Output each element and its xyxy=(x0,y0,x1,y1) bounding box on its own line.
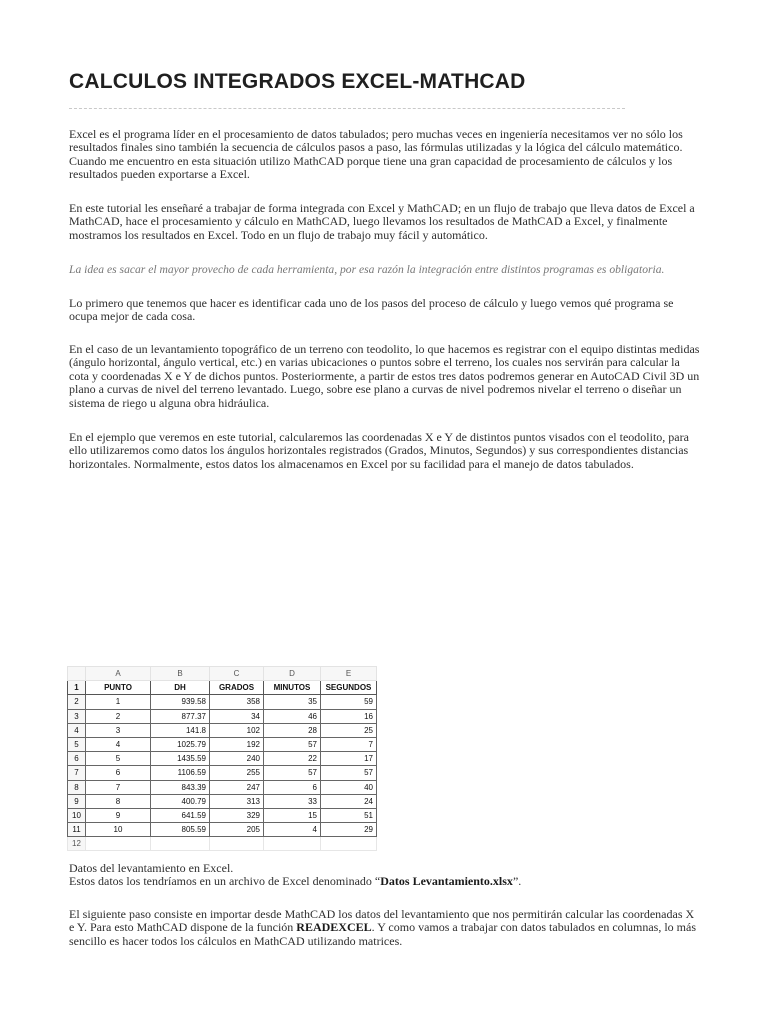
table-caption xyxy=(69,862,701,889)
column-letter: E xyxy=(321,667,377,681)
row-number: 3 xyxy=(68,709,86,723)
empty-cell xyxy=(86,837,151,851)
column-letter: C xyxy=(210,667,264,681)
table-cell: 7 xyxy=(86,780,151,794)
table-cell: 205 xyxy=(210,823,264,837)
table-cell: 17 xyxy=(321,752,377,766)
table-cell: 24 xyxy=(321,794,377,808)
table-cell: 641.59 xyxy=(151,808,210,822)
table-cell: 40 xyxy=(321,780,377,794)
table-cell: 16 xyxy=(321,709,377,723)
table-cell: 1 xyxy=(86,695,151,709)
table-cell: 46 xyxy=(264,709,321,723)
example-paragraph: En el ejemplo que veremos en este tutorial, calcularemos las coordenadas X e Y de distintos puntos visados con el teodolito, para ello utilizaremos como datos los ángulos horizontales registrados (Grados, Minutos, Segundos) y sus correspondientes distancias horizontales. Normalmente, estos datos los almacenamos en Excel por su facilidad para el manejo de datos tabulados. xyxy=(69,430,689,471)
table-cell: 57 xyxy=(264,737,321,751)
row-number: 12 xyxy=(68,837,86,851)
column-letter: D xyxy=(264,667,321,681)
row-number: 11 xyxy=(68,823,86,837)
table-row xyxy=(68,823,377,837)
column-letter-row xyxy=(68,667,377,681)
row-number: 7 xyxy=(68,766,86,780)
table-cell: 35 xyxy=(264,695,321,709)
table-cell: 358 xyxy=(210,695,264,709)
row-number: 5 xyxy=(68,737,86,751)
table-cell: 7 xyxy=(321,737,377,751)
readexcel-text-after: . Y como vamos a trabajar con datos tabulados en columnas, lo más sencillo es hacer todos los cálculos en MathCAD utilizando matrices. xyxy=(69,920,697,948)
table-cell: 4 xyxy=(264,823,321,837)
table-cell: 57 xyxy=(264,766,321,780)
table-row xyxy=(68,695,377,709)
table-row xyxy=(68,794,377,808)
table-cell: 329 xyxy=(210,808,264,822)
column-letter: B xyxy=(151,667,210,681)
header-cell: GRADOS xyxy=(210,681,264,695)
table-row xyxy=(68,709,377,723)
table-cell: 2 xyxy=(86,709,151,723)
table-cell: 6 xyxy=(86,766,151,780)
tutorial-paragraph: En este tutorial les enseñaré a trabajar de forma integrada con Excel y MathCAD; en un flujo de trabajo que lleva datos de Excel a MathCAD, hace el procesamiento y cálculo en MathCAD, luego llevamos los resultados de MathCAD a Excel, y finalmente mostramos los resultados en Excel. Todo en un flujo de trabajo muy fácil y automático. xyxy=(69,201,695,242)
table-cell: 3 xyxy=(86,723,151,737)
readexcel-function: READEXCEL xyxy=(296,920,372,935)
table-cell: 57 xyxy=(321,766,377,780)
table-cell: 59 xyxy=(321,695,377,709)
table-cell: 5 xyxy=(86,752,151,766)
table-cell: 247 xyxy=(210,780,264,794)
table-cell: 25 xyxy=(321,723,377,737)
table-cell: 4 xyxy=(86,737,151,751)
table-cell: 8 xyxy=(86,794,151,808)
table-cell: 192 xyxy=(210,737,264,751)
table-cell: 15 xyxy=(264,808,321,822)
row-number: 1 xyxy=(68,681,86,695)
table-cell: 1435.59 xyxy=(151,752,210,766)
table-cell: 34 xyxy=(210,709,264,723)
intro-paragraph: Excel es el programa líder en el procesamiento de datos tabulados; pero muchas veces en ingeniería necesitamos ver no sólo los resultados finales sino también la secuencia de cálculos pasos a paso, las fórmulas utilizadas y la lógica del cálculo matemático. Cuando me encuentro en esta situación utilizo MathCAD porque tiene una gran capacidad de procesamiento de cálculos y los resultados pueden exportarse a Excel. xyxy=(69,127,683,182)
table-row xyxy=(68,808,377,822)
table-row xyxy=(68,766,377,780)
survey-data-spreadsheet xyxy=(67,666,377,851)
empty-row xyxy=(68,837,377,851)
first-step-paragraph: Lo primero que tenemos que hacer es identificar cada uno de los pasos del proceso de cálculo y luego vemos qué programa se ocupa mejor de cada cosa. xyxy=(69,296,674,324)
header-cell: MINUTOS xyxy=(264,681,321,695)
table-cell: 400.79 xyxy=(151,794,210,808)
table-cell: 843.39 xyxy=(151,780,210,794)
table-cell: 313 xyxy=(210,794,264,808)
row-number: 4 xyxy=(68,723,86,737)
row-number: 8 xyxy=(68,780,86,794)
row-number: 6 xyxy=(68,752,86,766)
header-row xyxy=(68,681,377,695)
file-line-after: ”. xyxy=(512,874,522,889)
table-cell: 1025.79 xyxy=(151,737,210,751)
table-cell: 805.59 xyxy=(151,823,210,837)
caption-text: Datos del levantamiento en Excel. xyxy=(69,861,234,875)
file-line-before: Estos datos los tendríamos en un archivo de Excel denominado “ xyxy=(69,874,381,889)
table-row xyxy=(68,752,377,766)
readexcel-paragraph xyxy=(69,908,701,948)
table-cell: 255 xyxy=(210,766,264,780)
table-row xyxy=(68,780,377,794)
table-row xyxy=(68,723,377,737)
table-cell: 141.8 xyxy=(151,723,210,737)
table-cell: 1106.59 xyxy=(151,766,210,780)
empty-cell xyxy=(210,837,264,851)
corner-cell xyxy=(68,667,86,681)
table-row xyxy=(68,737,377,751)
header-cell: DH xyxy=(151,681,210,695)
header-cell: SEGUNDOS xyxy=(321,681,377,695)
column-letter: A xyxy=(86,667,151,681)
readexcel-text-before: El siguiente paso consiste en importar desde MathCAD los datos del levantamiento que nos permitirán calcular las coordenadas X e Y. Para esto MathCAD dispone de la función xyxy=(69,907,695,935)
table-cell: 240 xyxy=(210,752,264,766)
title-divider xyxy=(69,108,625,109)
table-cell: 51 xyxy=(321,808,377,822)
table-cell: 29 xyxy=(321,823,377,837)
table-cell: 939.58 xyxy=(151,695,210,709)
survey-paragraph: En el caso de un levantamiento topográfico de un terreno con teodolito, lo que hacemos es registrar con el equipo distintas medidas (ángulo horizontal, ángulo vertical, etc.) en varias ubicaciones o puntos sobre el terreno, los cuales nos servirán para calcular la cota y coordenadas X e Y de dichos puntos. Posteriormente, a partir de estos tres datos podremos generar en AutoCAD Civil 3D un plano a curvas de nivel del terreno levantado. Luego, sobre ese plano a curvas de nivel podremos nivelar el terreno o diseñar un sistema de riego u alguna obra hidráulica. xyxy=(69,342,700,410)
table-cell: 877.37 xyxy=(151,709,210,723)
header-cell: PUNTO xyxy=(86,681,151,695)
table-cell: 102 xyxy=(210,723,264,737)
row-number: 10 xyxy=(68,808,86,822)
table-cell: 10 xyxy=(86,823,151,837)
empty-cell xyxy=(151,837,210,851)
table-cell: 28 xyxy=(264,723,321,737)
row-number: 2 xyxy=(68,695,86,709)
table-cell: 9 xyxy=(86,808,151,822)
quote-paragraph: La idea es sacar el mayor provecho de cada herramienta, por esa razón la integración entre distintos programas es obligatoria. xyxy=(69,263,665,276)
table-cell: 22 xyxy=(264,752,321,766)
table-cell: 6 xyxy=(264,780,321,794)
empty-cell xyxy=(264,837,321,851)
table-cell: 33 xyxy=(264,794,321,808)
file-name: Datos Levantamiento.xlsx xyxy=(380,874,513,889)
page-title: CALCULOS INTEGRADOS EXCEL-MATHCAD xyxy=(69,70,526,93)
row-number: 9 xyxy=(68,794,86,808)
empty-cell xyxy=(321,837,377,851)
